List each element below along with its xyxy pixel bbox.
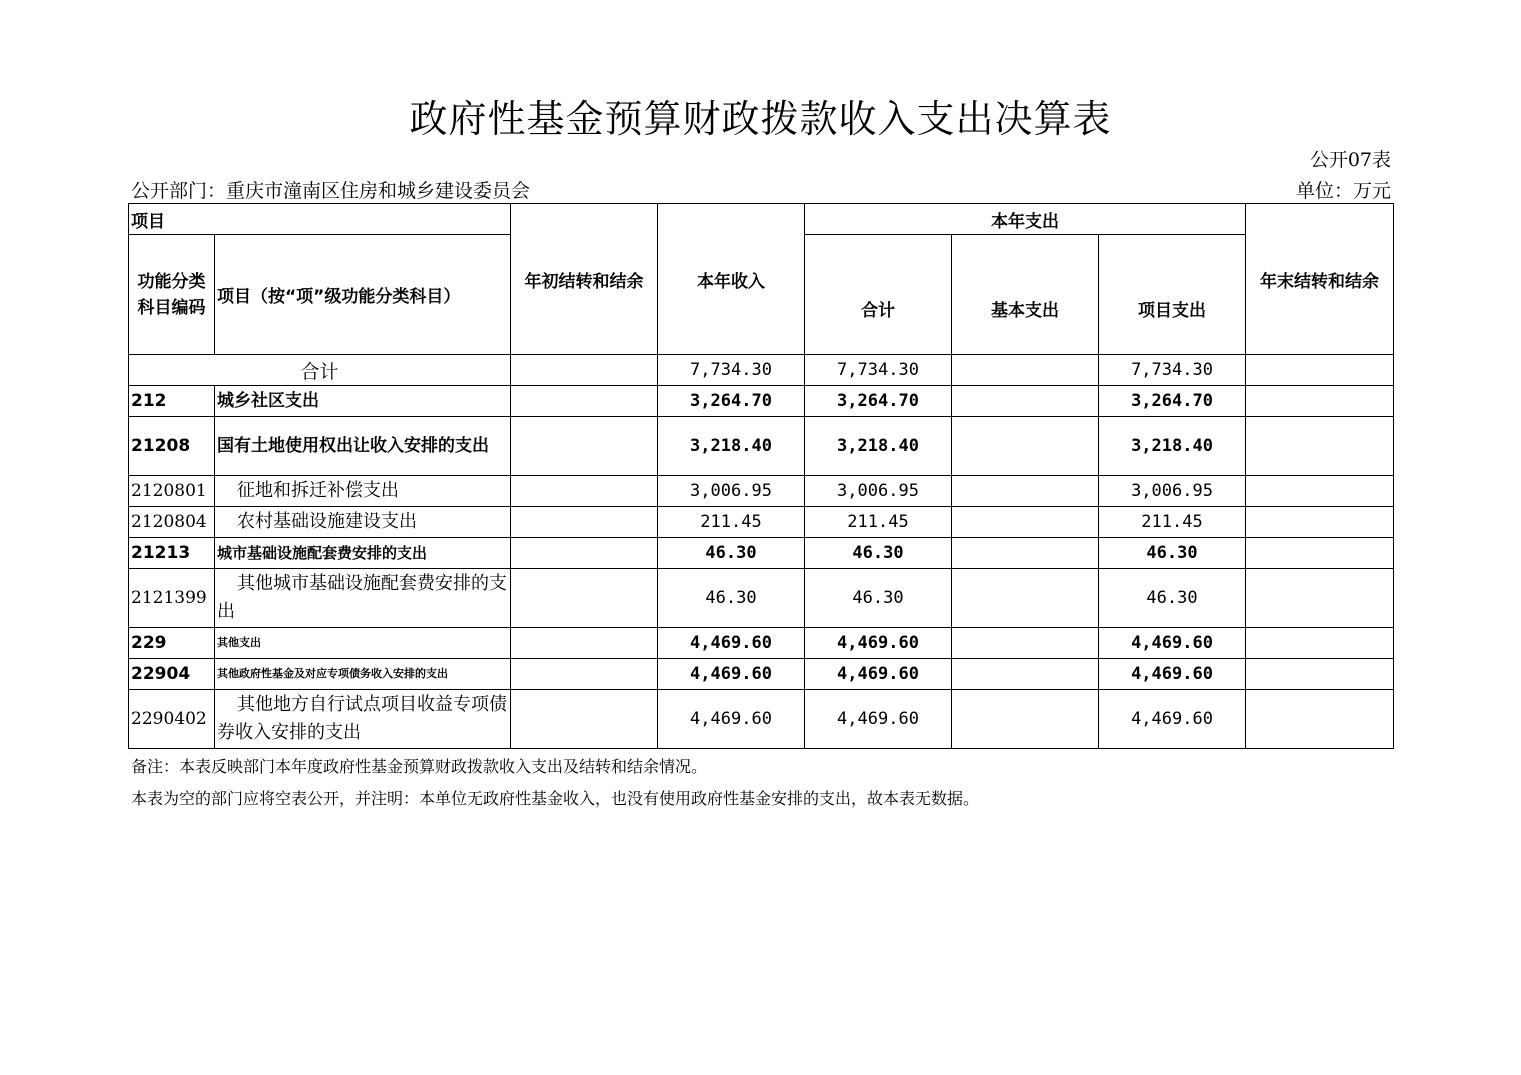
row-project: 3,264.70 — [1099, 386, 1246, 417]
unit-label: 单位：万元 — [1295, 180, 1391, 202]
row-begin — [511, 417, 658, 476]
row-code: 2121399 — [129, 569, 215, 628]
table-row — [129, 476, 1394, 507]
row-basic — [952, 569, 1099, 628]
page-title: 政府性基金预算财政拨款收入支出决算表 — [409, 97, 1112, 141]
row-name: 其他地方自行试点项目收益专项债券收入安排的支出 — [215, 690, 511, 749]
row-expense-total: 4,469.60 — [805, 659, 952, 690]
row-end — [1246, 507, 1394, 538]
row-begin — [511, 569, 658, 628]
header-item-name: 项目（按“项”级功能分类科目） — [215, 235, 511, 355]
row-income: 3,218.40 — [658, 417, 805, 476]
row-basic — [952, 417, 1099, 476]
row-project: 3,218.40 — [1099, 417, 1246, 476]
row-basic — [952, 386, 1099, 417]
row-basic — [952, 628, 1099, 659]
header-basic: 基本支出 — [952, 235, 1099, 355]
row-begin — [511, 628, 658, 659]
row-end — [1246, 659, 1394, 690]
row-code: 22904 — [129, 659, 215, 690]
table-row-total — [129, 355, 1394, 386]
row-begin — [511, 659, 658, 690]
table-row — [129, 628, 1394, 659]
total-label: 合计 — [129, 355, 511, 386]
total-expense-total: 7,734.30 — [805, 355, 952, 386]
header-end-balance: 年末结转和结余 — [1246, 204, 1394, 355]
row-project: 4,469.60 — [1099, 659, 1246, 690]
note-line-2: 本表为空的部门应将空表公开，并注明：本单位无政府性基金收入，也没有使用政府性基金安排的支出，故本表无数据。 — [131, 789, 980, 808]
header-item: 项目 — [129, 204, 511, 235]
row-project: 46.30 — [1099, 538, 1246, 569]
row-basic — [952, 476, 1099, 507]
row-name: 其他城市基础设施配套费安排的支出 — [215, 569, 511, 628]
row-income: 3,006.95 — [658, 476, 805, 507]
row-code: 21208 — [129, 417, 215, 476]
department-label: 公开部门：重庆市潼南区住房和城乡建设委员会 — [131, 180, 531, 202]
row-expense-total: 3,264.70 — [805, 386, 952, 417]
row-expense-total: 46.30 — [805, 569, 952, 628]
row-code: 212 — [129, 386, 215, 417]
row-project: 3,006.95 — [1099, 476, 1246, 507]
header-project: 项目支出 — [1099, 235, 1246, 355]
row-basic — [952, 659, 1099, 690]
total-end — [1246, 355, 1394, 386]
row-name: 征地和拆迁补偿支出 — [215, 476, 511, 507]
table-row — [129, 690, 1394, 749]
total-project: 7,734.30 — [1099, 355, 1246, 386]
row-expense-total: 3,218.40 — [805, 417, 952, 476]
table-code: 公开07表 — [1309, 149, 1391, 171]
row-name: 城乡社区支出 — [215, 386, 511, 417]
header-expense: 本年支出 — [805, 204, 1246, 235]
header-expense-total: 合计 — [805, 235, 952, 355]
row-end — [1246, 476, 1394, 507]
header-income: 本年收入 — [658, 204, 805, 355]
row-income: 211.45 — [658, 507, 805, 538]
row-income: 46.30 — [658, 569, 805, 628]
row-name: 农村基础设施建设支出 — [215, 507, 511, 538]
table-row — [129, 507, 1394, 538]
row-end — [1246, 690, 1394, 749]
row-expense-total: 211.45 — [805, 507, 952, 538]
row-code: 2120801 — [129, 476, 215, 507]
budget-table — [128, 203, 1394, 749]
row-begin — [511, 476, 658, 507]
row-expense-total: 4,469.60 — [805, 628, 952, 659]
row-begin — [511, 690, 658, 749]
row-income: 3,264.70 — [658, 386, 805, 417]
row-basic — [952, 690, 1099, 749]
row-end — [1246, 386, 1394, 417]
row-end — [1246, 417, 1394, 476]
row-name: 其他支出 — [215, 628, 511, 659]
row-code: 2120804 — [129, 507, 215, 538]
row-income: 4,469.60 — [658, 628, 805, 659]
total-begin — [511, 355, 658, 386]
header-func-code: 功能分类科目编码 — [129, 235, 215, 355]
row-name: 城市基础设施配套费安排的支出 — [215, 538, 511, 569]
row-income: 4,469.60 — [658, 690, 805, 749]
row-code: 21213 — [129, 538, 215, 569]
table-row — [129, 659, 1394, 690]
row-income: 46.30 — [658, 538, 805, 569]
row-end — [1246, 538, 1394, 569]
row-project: 4,469.60 — [1099, 690, 1246, 749]
row-end — [1246, 569, 1394, 628]
total-basic — [952, 355, 1099, 386]
row-basic — [952, 507, 1099, 538]
row-name: 其他政府性基金及对应专项债务收入安排的支出 — [215, 659, 511, 690]
row-end — [1246, 628, 1394, 659]
row-project: 211.45 — [1099, 507, 1246, 538]
row-code: 2290402 — [129, 690, 215, 749]
note-line-1: 备注：本表反映部门本年度政府性基金预算财政拨款收入支出及结转和结余情况。 — [131, 757, 708, 776]
row-expense-total: 46.30 — [805, 538, 952, 569]
row-project: 46.30 — [1099, 569, 1246, 628]
table-row — [129, 417, 1394, 476]
row-project: 4,469.60 — [1099, 628, 1246, 659]
total-income: 7,734.30 — [658, 355, 805, 386]
row-code: 229 — [129, 628, 215, 659]
table-row — [129, 538, 1394, 569]
row-name: 国有土地使用权出让收入安排的支出 — [215, 417, 511, 476]
row-basic — [952, 538, 1099, 569]
row-begin — [511, 538, 658, 569]
row-begin — [511, 386, 658, 417]
row-income: 4,469.60 — [658, 659, 805, 690]
row-expense-total: 4,469.60 — [805, 690, 952, 749]
row-begin — [511, 507, 658, 538]
table-row — [129, 386, 1394, 417]
table-row — [129, 569, 1394, 628]
header-begin-balance: 年初结转和结余 — [511, 204, 658, 355]
row-expense-total: 3,006.95 — [805, 476, 952, 507]
